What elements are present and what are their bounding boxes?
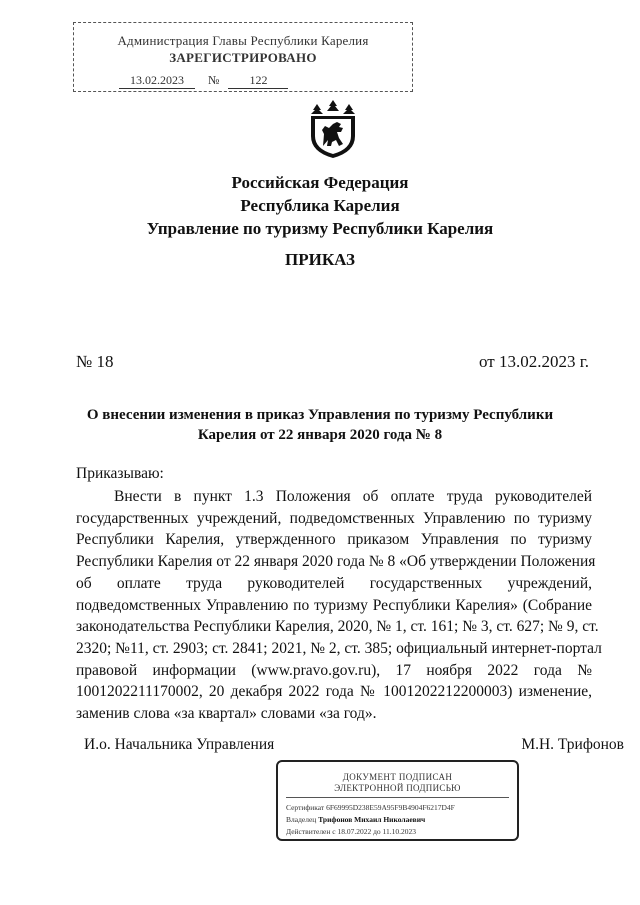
order-body — [76, 486, 602, 725]
electronic-signature-stamp — [276, 760, 519, 841]
stamp-registered: ЗАРЕГИСТРИРОВАНО — [169, 50, 317, 65]
esig-title-1: ДОКУМЕНТ ПОДПИСАН — [342, 772, 453, 782]
esig-title-2: ЭЛЕКТРОННОЙ ПОДПИСЬЮ — [334, 783, 461, 793]
esig-owner: Владелец Трифонов Михаил Николаевич — [286, 815, 426, 824]
body-line: правовой информации (www.pravo.gov.ru), 17 ноября 2022 года № — [76, 661, 592, 679]
stamp-no-label: № — [208, 73, 220, 87]
karelia-coat-of-arms-icon — [303, 98, 363, 160]
esig-validity: Действителен с 18.07.2022 до 11.10.2023 — [286, 827, 417, 836]
order-number: № 18 — [76, 352, 114, 371]
header-republic: Республика Карелия — [240, 196, 400, 215]
subject-line-1: О внесении изменения в приказ Управления по туризму Республики — [86, 407, 554, 423]
body-line: Внести в пункт 1.3 Положения об оплате труда руководителей — [114, 488, 592, 505]
body-line: подведомственных Управлению по туризму Республики Карелия» (Собрание — [76, 596, 592, 614]
stamp-reg-line — [119, 73, 288, 89]
signer-name: М.Н. Трифонов — [521, 736, 624, 753]
stamp-organization: Администрация Главы Республики Карелия — [117, 33, 369, 48]
body-line: заменив слова «за квартал» словами «за год». — [76, 705, 377, 723]
body-line: 2320; №11, ст. 2903; ст. 2841; 2021, № 2, ст. 385; официальный интернет-портал — [76, 639, 602, 657]
esig-divider — [286, 797, 509, 798]
header-agency: Управление по туризму Республики Карелия — [146, 219, 494, 238]
subject-line-2: Карелия от 22 января 2020 года № 8 — [197, 427, 443, 443]
document-title: ПРИКАЗ — [285, 250, 355, 269]
header-country: Российская Федерация — [231, 173, 409, 192]
order-date: от 13.02.2023 г. — [478, 352, 589, 371]
body-line: Республики Карелия, утвержденного приказом Управления по туризму — [76, 531, 592, 549]
stamp-number: 122 — [228, 73, 288, 89]
order-word: Приказываю: — [76, 465, 164, 482]
body-line: государственных учреждений, подведомственных Управлению по туризму — [76, 509, 592, 527]
registration-stamp — [73, 22, 413, 92]
signer-position: И.о. Начальника Управления — [84, 736, 275, 753]
body-line: об оплате труда руководителей государственных учреждений, — [76, 574, 592, 592]
body-line: законодательства Республики Карелия, 2020, № 1, ст. 161; № 3, ст. 627; № 9, ст. — [76, 618, 599, 636]
body-line: Республики Карелия от 22 января 2020 года № 8 «Об утверждении Положения — [76, 553, 596, 571]
stamp-date: 13.02.2023 — [119, 73, 195, 89]
body-line: 1001202211170002, 20 декабря 2022 года № 1001202212200003) изменение, — [76, 683, 592, 701]
esig-certificate: Сертификат 6F69995D238E59A95F9B4904F6217D4F — [286, 803, 455, 812]
